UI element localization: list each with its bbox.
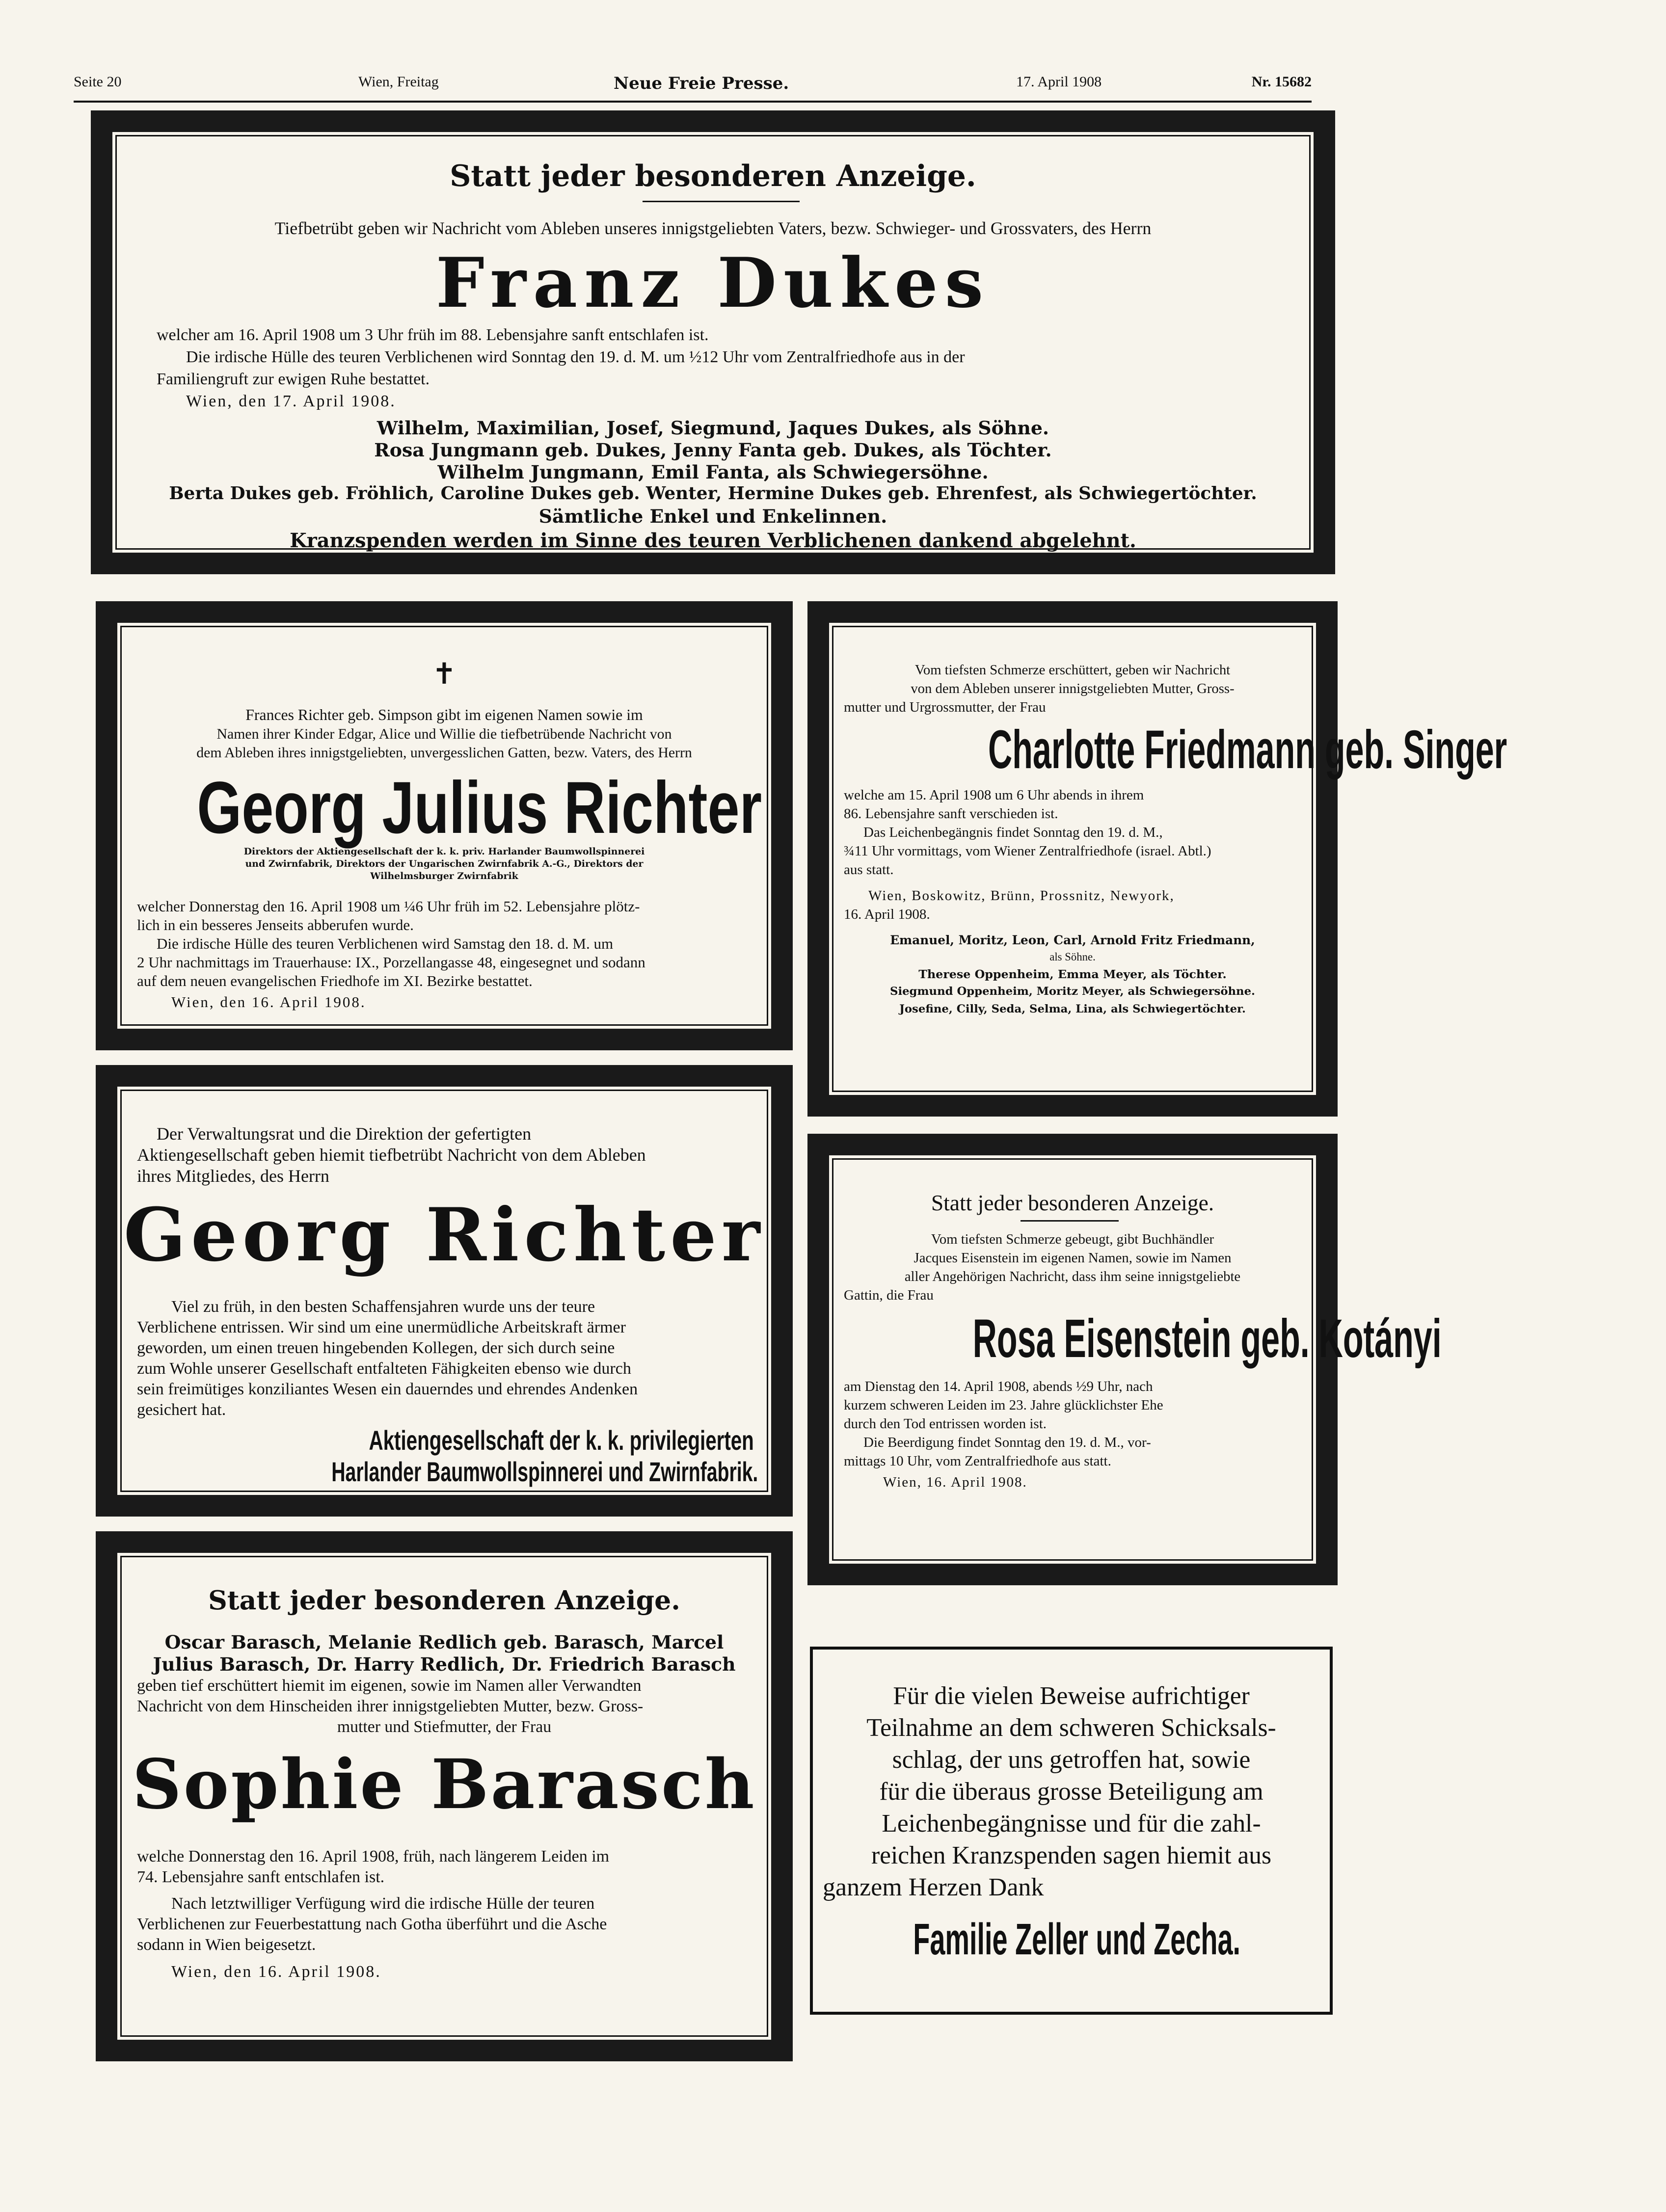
notice-intro: ihres Mitgliedes, des Herrn: [137, 1166, 329, 1186]
mourners-sons-in-law: Wilhelm Jungmann, Emil Fanta, als Schwiegersöhne.: [437, 461, 989, 483]
page-number: Seite 20: [74, 74, 122, 90]
header-rule: [74, 101, 1312, 103]
deceased-name: Sophie Barasch: [132, 1744, 756, 1824]
notice-text-line: Familiengruft zur ewigen Ruhe bestattet.: [157, 370, 430, 388]
notice-intro: Gattin, die Frau: [844, 1287, 934, 1303]
notice-text-line: ¾11 Uhr vormittags, vom Wiener Zentralfriedhofe (israel. Abtl.): [844, 843, 1211, 859]
notice-intro: Jacques Eisenstein im eigenen Namen, sowie im Namen: [914, 1250, 1232, 1266]
notice-intro: Namen ihrer Kinder Edgar, Alice und Willie die tiefbetrübende Nachricht von: [216, 726, 672, 742]
issue-date: 17. April 1908: [1016, 74, 1102, 90]
thanks-line: ganzem Herzen Dank: [823, 1873, 1044, 1901]
mourners-grandchildren: Sämtliche Enkel und Enkelinnen.: [538, 505, 887, 527]
notice-heading: Statt jeder besonderen Anzeige.: [208, 1585, 680, 1616]
notice-text-line: auf dem neuen evangelischen Friedhofe im XI. Bezirke bestattet.: [137, 972, 533, 989]
deceased-name-wrap: [117, 765, 771, 849]
notice-text-line: aus statt.: [844, 862, 894, 878]
notice-intro: Vom tiefsten Schmerze erschüttert, geben wir Nachricht: [914, 662, 1231, 678]
deceased-title: Direktors der Aktiengesellschaft der k. k. priv. Harlander Baumwollspinnerei: [243, 846, 645, 857]
notice-text-line: welche am 15. April 1908 um 6 Uhr abends in ihrem: [844, 787, 1144, 803]
notice-intro: dem Ableben ihres innigstgeliebten, unvergesslichen Gatten, bezw. Vaters, des Herrn: [196, 745, 692, 761]
deceased-name: Rosa Eisenstein geb. Kotányi: [972, 1308, 1442, 1369]
notice-georg-richter-company: [96, 1065, 793, 1517]
company-name-wrap: [240, 1456, 771, 1485]
newspaper-title: Neue Freie Presse.: [614, 74, 789, 93]
thanks-line: schlag, der uns getroffen hat, sowie: [892, 1746, 1251, 1774]
notice-text-line: Die Beerdigung findet Sonntag den 19. d. M., vor-: [863, 1435, 1151, 1450]
thanks-line: reichen Kranzspenden sagen hiemit aus: [871, 1841, 1272, 1869]
mourners-sons: Wilhelm, Maximilian, Josef, Siegmund, Jaques Dukes, als Söhne.: [376, 417, 1049, 439]
notice-intro: Frances Richter geb. Simpson gibt im eigenen Namen sowie im: [245, 706, 643, 723]
deceased-name-wrap: [829, 1307, 1442, 1371]
notice-sophie-barasch: [96, 1531, 793, 2061]
notice-text-line: Verblichene entrissen. Wir sind um eine unermüdliche Arbeitskraft ärmer: [137, 1318, 626, 1336]
notice-intro: von dem Ableben unserer innigstgeliebten Mutter, Gross-: [911, 681, 1235, 696]
notice-text-line: Nach letztwilliger Verfügung wird die irdische Hülle der teuren: [171, 1894, 595, 1913]
mourners-sons-in-law: Siegmund Oppenheim, Moritz Meyer, als Schwiegersöhne.: [890, 985, 1255, 998]
notice-place-date: Wien, 16. April 1908.: [883, 1474, 1027, 1490]
notice-text-line: mittags 10 Uhr, vom Zentralfriedhofe aus statt.: [844, 1453, 1111, 1469]
company-name: Aktiengesellschaft der k. k. privilegierten: [369, 1425, 754, 1456]
notice-charlotte-friedmann: [807, 601, 1507, 1117]
notice-text-line: lich in ein besseres Jenseits abberufen wurde.: [137, 916, 414, 933]
notice-date: 16. April 1908.: [844, 906, 930, 922]
deceased-name: Georg Julius Richter: [197, 766, 762, 849]
notice-heading: Statt jeder besonderen Anzeige.: [931, 1190, 1214, 1215]
mourners-daughters-in-law: Berta Dukes geb. Fröhlich, Caroline Dukes geb. Wenter, Hermine Dukes geb. Ehrenfest, als Schwiegertöchter.: [169, 483, 1257, 504]
notice-intro: mutter und Stiefmutter, der Frau: [337, 1718, 552, 1736]
notice-text-line: welcher Donnerstag den 16. April 1908 um ¼6 Uhr früh im 52. Lebensjahre plötz-: [137, 898, 640, 915]
mourners-daughters: Rosa Jungmann geb. Dukes, Jenny Fanta geb. Dukes, als Töchter.: [374, 439, 1052, 461]
notice-intro: Vom tiefsten Schmerze gebeugt, gibt Buchhändler: [931, 1231, 1214, 1247]
notice-intro: mutter und Urgrossmutter, der Frau: [844, 699, 1046, 715]
deceased-name: Georg Richter: [123, 1192, 765, 1278]
notice-text-line: 74. Lebensjahre sanft entschlafen ist.: [137, 1868, 385, 1886]
notice-text-line: Das Leichenbegängnis findet Sonntag den 19. d. M.,: [863, 825, 1163, 840]
place-day: Wien, Freitag: [358, 74, 439, 90]
notice-georg-julius-richter: [96, 601, 793, 1050]
deceased-title: Wilhelmsburger Zwirnfabrik: [370, 871, 518, 881]
wreath-note: Kranzspenden werden im Sinne des teuren Verblichenen dankend abgelehnt.: [290, 530, 1136, 552]
notice-text-line: welcher am 16. April 1908 um 3 Uhr früh im 88. Lebensjahre sanft entschlafen ist.: [157, 326, 709, 344]
heading-underline: [1021, 1220, 1119, 1222]
notice-text-line: 2 Uhr nachmittags im Trauerhause: IX., Porzellangasse 48, eingesegnet und sodann: [137, 954, 645, 971]
notice-place-date: Wien, den 17. April 1908.: [186, 392, 396, 410]
notice-place: Wien, Boskowitz, Brünn, Prossnitz, Newyork,: [868, 888, 1175, 904]
notice-rosa-eisenstein: [807, 1134, 1442, 1585]
notice-text-line: zum Wohle unserer Gesellschaft entfalteten Fähigkeiten ebenso wie durch: [137, 1359, 631, 1378]
notice-text-line: sodann in Wien beigesetzt.: [137, 1936, 316, 1954]
company-name: Harlander Baumwollspinnerei und Zwirnfabrik.: [331, 1456, 758, 1487]
mourners-names: Oscar Barasch, Melanie Redlich geb. Barasch, Marcel: [164, 1631, 724, 1653]
family-name-wrap: [813, 1915, 1330, 1964]
mourners-grandchildren: Josefine, Cilly, Seda, Selma, Lina, als Schwiegertöchter.: [899, 1003, 1246, 1015]
thanks-line: für die überaus grosse Beteiligung am: [879, 1778, 1263, 1806]
notice-place-date: Wien, den 16. April 1908.: [171, 1963, 381, 1981]
issue-number: Nr. 15682: [1251, 74, 1312, 90]
notice-text-line: geworden, um einen treuen hingebenden Kollegen, der sich durch seine: [137, 1339, 615, 1357]
notice-heading: Statt jeder besonderen Anzeige.: [450, 159, 976, 193]
notice-intro: aller Angehörigen Nachricht, dass ihm seine innigstgeliebte: [904, 1269, 1241, 1284]
notice-text-line: welche Donnerstag den 16. April 1908, früh, nach längerem Leiden im: [137, 1847, 610, 1866]
notice-text-line: 86. Lebensjahre sanft verschieden ist.: [844, 806, 1058, 822]
notice-text-line: Viel zu früh, in den besten Schaffensjahren wurde uns der teure: [171, 1298, 595, 1316]
notice-intro: Tiefbetrübt geben wir Nachricht vom Ableben unseres innigstgeliebten Vaters, bezw. Schwieger- und Grossvaters, des Herrn: [274, 218, 1152, 238]
page-header: [74, 74, 1312, 98]
mourners-sons-label: als Söhne.: [1049, 951, 1096, 963]
notice-franz-dukes: [91, 110, 1335, 574]
notice-intro: Nachricht von dem Hinscheiden ihrer innigstgeliebten Mutter, bezw. Gross-: [137, 1697, 644, 1715]
thanks-line: Leichenbegängnisse und für die zahl-: [882, 1810, 1261, 1838]
notice-intro: Aktiengesellschaft geben hiemit tiefbetrübt Nachricht von dem Ableben: [137, 1145, 646, 1165]
mourners-names: Julius Barasch, Dr. Harry Redlich, Dr. Friedrich Barasch: [153, 1653, 736, 1675]
notice-text-line: gesichert hat.: [137, 1401, 226, 1419]
mourners-daughters: Therese Oppenheim, Emma Meyer, als Töchter.: [918, 967, 1227, 981]
notice-intro: geben tief erschüttert hiemit im eigenen, sowie im Namen aller Verwandten: [137, 1677, 642, 1695]
deceased-title: und Zwirnfabrik, Direktors der Ungarischen Zwirnfabrik A.-G., Direktors der: [245, 858, 644, 869]
notice-text-line: Die irdische Hülle des teuren Verblichenen wird Samstag den 18. d. M. um: [157, 935, 614, 952]
deceased-name: Charlotte Friedmann geb. Singer: [988, 720, 1507, 780]
notice-intro: Der Verwaltungsrat und die Direktion der gefertigten: [157, 1124, 532, 1144]
deceased-name: Franz Dukes: [435, 242, 991, 323]
notice-text-line: Die irdische Hülle des teuren Verblichenen wird Sonntag den 19. d. M. um ½12 Uhr vom Zentralfriedhofe aus in der: [186, 348, 965, 366]
deceased-name-wrap: [829, 719, 1507, 782]
notice-text-line: kurzem schweren Leiden im 23. Jahre glücklichster Ehe: [844, 1397, 1163, 1413]
notice-text-line: durch den Tod entrissen worden ist.: [844, 1416, 1047, 1432]
mourners-sons: Emanuel, Moritz, Leon, Carl, Arnold Fritz Friedmann,: [890, 933, 1255, 947]
notice-text-line: am Dienstag den 14. April 1908, abends ½9 Uhr, nach: [844, 1379, 1153, 1394]
notice-text-line: Verblichenen zur Feuerbestattung nach Gotha überführt und die Asche: [137, 1915, 607, 1933]
company-name-wrap: [294, 1424, 761, 1454]
thanks-line: Für die vielen Beweise aufrichtiger: [893, 1682, 1250, 1710]
notice-text-line: sein freimütiges konziliantes Wesen ein dauerndes und ehrendes Andenken: [137, 1380, 638, 1398]
heading-underline: [643, 201, 800, 202]
notice-thanks-zeller-zecha: [810, 1647, 1333, 2015]
family-name: Familie Zeller und Zecha.: [913, 1915, 1241, 1964]
thanks-line: Teilnahme an dem schweren Schicksals-: [866, 1714, 1276, 1742]
cross-icon: ✝: [432, 658, 457, 690]
notice-place-date: Wien, den 16. April 1908.: [171, 993, 366, 1011]
